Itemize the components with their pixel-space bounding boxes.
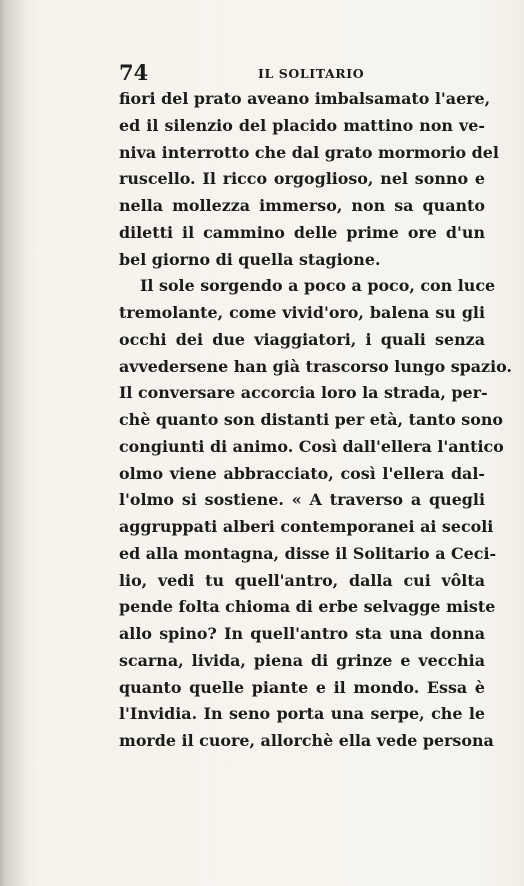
text-line: ed il silenzio del placido mattino non ve- bbox=[119, 115, 485, 135]
running-title: IL SOLITARIO bbox=[258, 66, 365, 81]
text-line: scarna, livida, piena di grinze e vecchia bbox=[119, 650, 485, 670]
page-header bbox=[119, 58, 475, 88]
text-line: bel giorno di quella stagione. bbox=[119, 249, 381, 269]
text-line: niva interrotto che dal grato mormorio del bbox=[119, 142, 499, 162]
text-line: avvedersene han già trascorso lungo spazio. bbox=[119, 356, 512, 376]
text-line: olmo viene abbracciato, così l'ellera dal- bbox=[119, 463, 485, 483]
text-line: fiori del prato aveano imbalsamato l'aere, bbox=[119, 89, 491, 108]
text-line: ed alla montagna, disse il Solitario a Ceci- bbox=[119, 543, 497, 563]
text-line: occhi dei due viaggiatori, i quali senza bbox=[119, 329, 485, 349]
text-line: Il conversare accorcia loro la strada, per- bbox=[119, 383, 488, 403]
text-line: pende folta chioma di erbe selvagge miste bbox=[119, 597, 496, 617]
text-line: tremolante, come vivid'oro, balena su gli bbox=[119, 303, 485, 322]
paragraph-start-line: Il sole sorgendo a poco a poco, con luce bbox=[140, 276, 496, 296]
text-line: allo spino? In quell'antro sta una donna bbox=[119, 624, 485, 643]
text-line: chè quanto son distanti per età, tanto sono bbox=[119, 410, 503, 429]
text-line: aggruppati alberi contemporanei ai secoli bbox=[119, 517, 494, 536]
page-gutter-shadow bbox=[0, 0, 28, 886]
text-line: ruscello. Il ricco orgoglioso, nel sonno e bbox=[119, 169, 485, 189]
text-line: l'olmo si sostiene. « A traverso a quegli bbox=[119, 490, 485, 510]
text-line: congiunti di animo. Così dall'ellera l'antico bbox=[119, 436, 504, 456]
text-line: lio, vedi tu quell'antro, dalla cui vôlta bbox=[119, 570, 485, 590]
text-line: l'Invidia. In seno porta una serpe, che le bbox=[119, 704, 485, 724]
text-line: diletti il cammino delle prime ore d'un bbox=[119, 222, 485, 242]
text-line: nella mollezza immerso, non sa quanto bbox=[119, 196, 485, 215]
text-line: quanto quelle piante e il mondo. Essa è bbox=[119, 677, 485, 697]
body-text bbox=[119, 86, 512, 755]
text-line: morde il cuore, allorchè ella vede persona bbox=[119, 731, 494, 750]
page-number: 74 bbox=[119, 60, 149, 85]
